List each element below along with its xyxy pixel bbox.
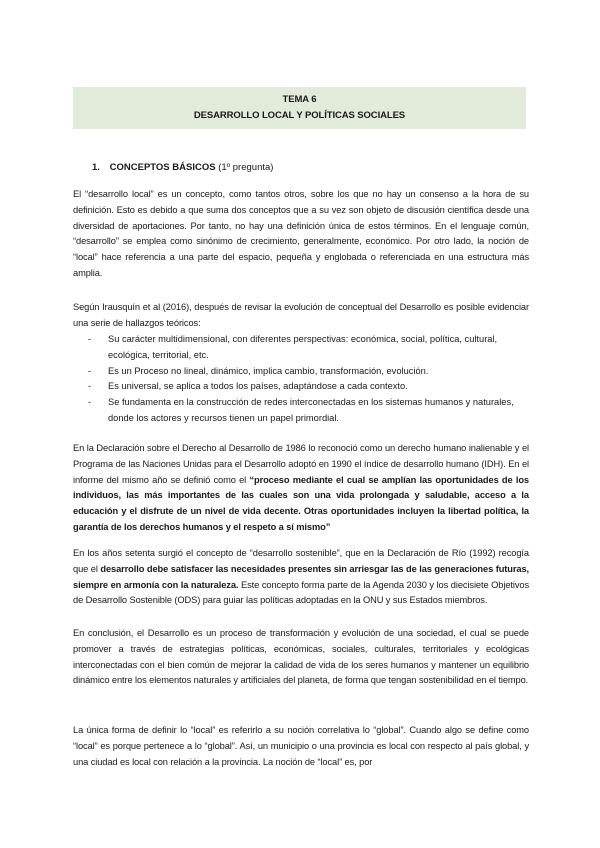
sustainable-definition: desarrollo debe satisfacer las necesidades presentes sin arriesgar las de las generaciones futuras, siempre en armonía con la naturaleza.	[73, 563, 529, 590]
list-item: - Su carácter multidimensional, con diferentes perspectivas: económica, social, política, cultural, ecológica, territorial, etc.	[88, 334, 498, 360]
list-item: - Es un Proceso no lineal, dinámico, implica cambio, transformación, evolución.	[88, 365, 429, 376]
paragraph-irausquin: Según Irausquín et al (2016), después de revisar la evolución de conceptual del Desarrollo es posible evidenciar una serie de hallazgos teóricos:	[73, 302, 529, 328]
topic-title: DESARROLLO LOCAL Y POLÍTICAS SOCIALES	[193, 110, 406, 121]
section-note: (1º pregunta)	[218, 162, 274, 173]
findings-list	[88, 332, 528, 427]
paragraph-local: La única forma de definir lo “local” es referirlo a su noción correlativa lo “global”. Cuando algo se define como “local” es porque pertenece a lo “global”. Así, un municipio o una provincia es local con respecto al país global, y una ciudad es local con relación a la provincia. La noción de “local” es, por	[73, 725, 529, 767]
idh-definition: “proceso mediante el cual se amplían las oportunidades de los individuos, las más importantes de las cuales son una vida prolongada y saludable, acceso a la educación y el disfrute de un nivel de vida decente. Otras oportunidades incluyen la libertad política, la garantía de los derechos humanos y el respeto a sí mismo”	[73, 474, 529, 532]
paragraph-conclusion: En conclusión, el Desarrollo es un proceso de transformación y evolución de una sociedad, el cual se puede promover a través de estrategias políticas, económicas, sociales, culturales, territoriales y ecológicas interconectadas con el bien común de mejorar la calidad de vida de los seres humanos y mantener un equilibrio dinámico entre los elementos naturales y artificiales del planeta, de forma que tengan sostenibilidad en el tiempo.	[73, 628, 529, 686]
list-item: - Se fundamenta en la construcción de redes interconectadas en los sistemas humanos y naturales, donde los actores y recursos tienen un papel primordial.	[88, 397, 514, 423]
section-number: 1.	[92, 162, 100, 173]
section-title: CONCEPTOS BÁSICOS	[109, 162, 216, 173]
title-banner	[73, 87, 526, 129]
list-item: - Es universal, se aplica a todos los países, adaptándose a cada contexto.	[88, 381, 408, 392]
paragraph-sostenible: En los años setenta surgió el concepto de “desarrollo sostenible”, que en la Declaración de Río (1992) recogía que el desarrollo debe satisfacer las necesidades presentes sin arriesgar las de las generaciones futuras, siempre en armonía con la naturaleza. Este concepto forma parte de la Agenda 2030 y los diecisiete Objetivos de Desarrollo Sostenible (ODS) para guiar las políticas adoptadas en la ONU y sus Estados miembros.	[73, 548, 530, 606]
paragraph-declaracion: En la Declaración sobre el Derecho al Desarrollo de 1986 lo reconoció como un derecho humano inalienable y el Programa de las Naciones Unidas para el Desarrollo adoptó en 1990 el índice de desarrollo humano (IDH). En el informe del mismo año se definió como el “proceso mediante el cual se amplían las oportunidades de los individuos, las más importantes de las cuales son una vida prolongada y saludable, acceso a la educación y el disfrute de un nivel de vida decente. Otras oportunidades incluyen la libertad política, la garantía de los derechos humanos y el respeto a sí mismo”	[73, 443, 529, 532]
section-heading	[92, 162, 273, 173]
paragraph-intro: El “desarrollo local” es un concepto, como tantos otros, sobre los que no hay un consenso a la hora de su definición. Esto es debido a que suma dos conceptos que a su vez son objeto de discusión científica desde una diversidad de aportaciones. Por tanto, no hay una definición única de estos términos. En el lenguaje común, “desarrollo” se emplea como sinónimo de crecimiento, generalmente, económico. Por otro lado, la noción de “local” hace referencia a una parte del espacio, pequeña y englobada o referenciada en una estructura más amplia.	[73, 189, 529, 278]
topic-number: TEMA 6	[282, 94, 317, 105]
